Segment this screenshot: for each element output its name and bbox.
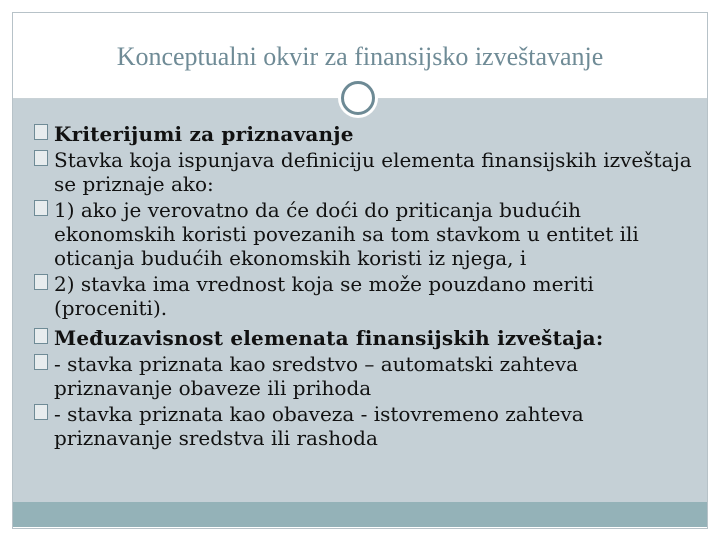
list-item-liability (34, 402, 694, 450)
list-item-text: Kriterijumi za priznavanje (54, 122, 354, 146)
list-item-text: Stavka koja ispunjava definiciju elementa finansijskih izveštaja se priznaje ako: (54, 148, 692, 196)
slide-content (34, 122, 694, 452)
bullet-icon (34, 150, 48, 166)
list-item-condition-1 (34, 198, 694, 270)
ring-icon (341, 81, 375, 115)
list-item-criteria-heading (34, 122, 694, 146)
list-item-text: - stavka priznata kao obaveza - istovremeno zahteva priznavanje sredstva ili rashoda (54, 402, 584, 450)
bullet-icon (34, 328, 48, 344)
list-item-text: - stavka priznata kao sredstvo – automatski zahteva priznavanje obaveze ili prihoda (54, 352, 579, 400)
slide-title: Konceptualni okvir za finansijsko izveštavanje (116, 42, 604, 71)
bullet-icon (34, 404, 48, 420)
bullet-icon (34, 124, 48, 140)
bullet-icon (34, 354, 48, 370)
list-item-text: 1) ako je verovatno da će doći do priticanja budućih ekonomskih koristi povezanih sa tom stavkom u entitet ili oticanja budućih ekonomskih koristi iz njega, i (54, 198, 639, 270)
circle-ornament-icon (338, 78, 378, 118)
list-item-condition-2 (34, 272, 694, 320)
footer-band (13, 502, 707, 527)
list-item-definition (34, 148, 694, 196)
bullet-icon (34, 200, 48, 216)
list-item-interdependence-heading (34, 326, 694, 350)
bullet-icon (34, 274, 48, 290)
list-item-text: Međuzavisnost elemenata finansijskih izveštaja: (54, 326, 604, 350)
list-item-asset (34, 352, 694, 400)
list-item-text: 2) stavka ima vrednost koja se može pouzdano meriti (proceniti). (54, 272, 594, 320)
